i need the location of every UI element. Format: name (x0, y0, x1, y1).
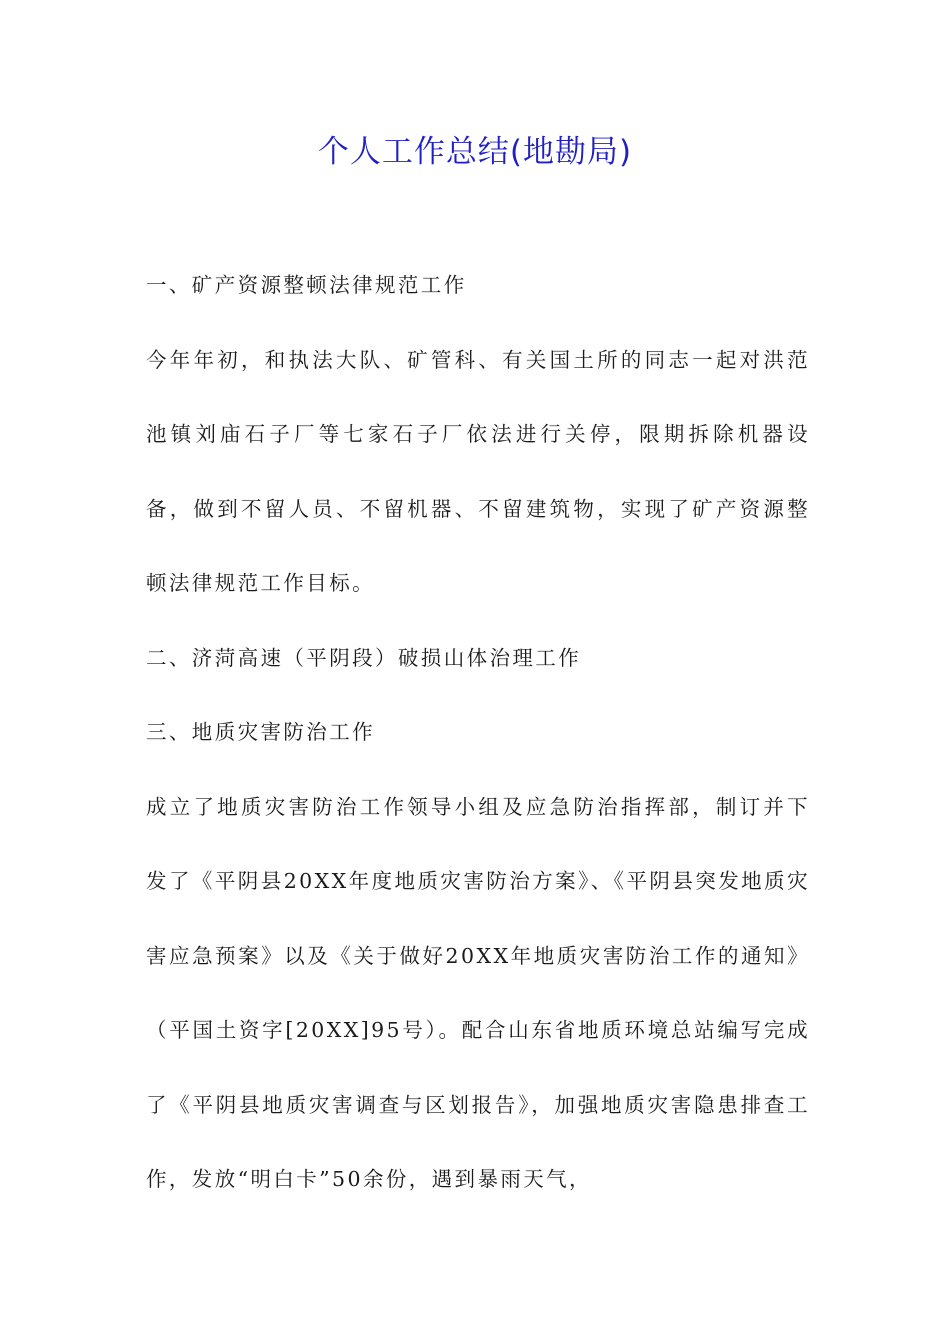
section-heading-1: 一、矿产资源整顿法律规范工作 (146, 273, 467, 297)
document-body (146, 248, 810, 1217)
section-paragraph-3: 成立了地质灾害防治工作领导小组及应急防治指挥部，制订并下发了《平阴县20XX年度地质灾害防治方案》、《平阴县突发地质灾害应急预案》以及《关于做好20XX年地质灾害防治工作的通知》（平国土资字[20XX]95号）。配合山东省地质环境总站编写完成了《平阴县地质灾害调查与区划报告》，加强地质灾害隐患排查工作，发放“明白卡”50余份，遇到暴雨天气， (146, 794, 810, 1191)
section-heading-2: 二、济菏高速（平阴段）破损山体治理工作 (146, 645, 582, 670)
section-paragraph-1: 今年年初，和执法大队、矿管科、有关国土所的同志一起对洪范池镇刘庙石子厂等七家石子厂依法进行关停，限期拆除机器设备，做到不留人员、不留机器、不留建筑物，实现了矿产资源整顿法律规范工作目标。 (146, 347, 810, 595)
section-heading-3: 三、地质灾害防治工作 (146, 720, 375, 744)
document-title: 个人工作总结(地勘局) (317, 134, 633, 170)
